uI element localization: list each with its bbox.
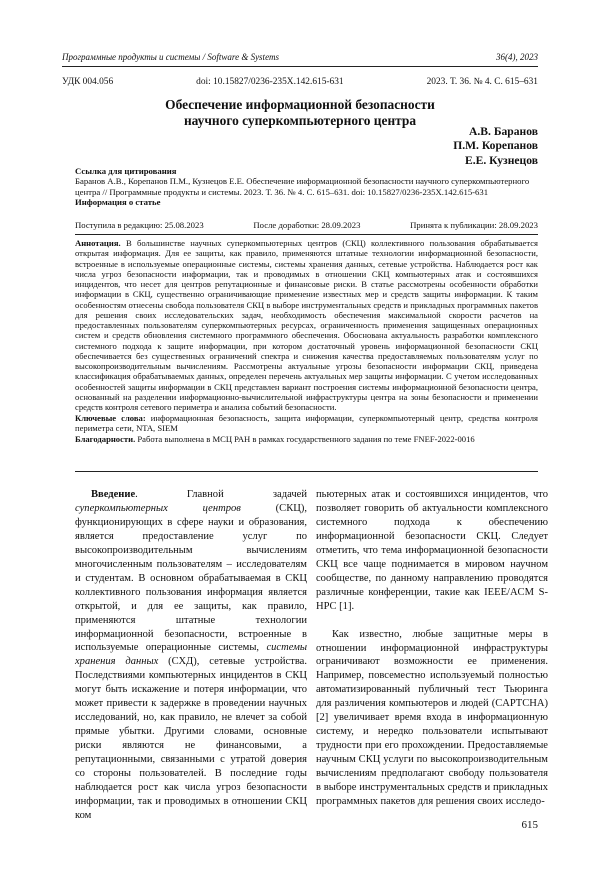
abstract-label: Аннотация. (75, 238, 121, 248)
identifier-line (62, 77, 538, 87)
citation-block (75, 166, 538, 208)
body-column-right (316, 488, 548, 809)
udc-code: УДК 004.056 (62, 77, 113, 87)
abstract-text: В большинстве научных суперкомпьютерных центров (СКЦ) коллективного пользования обрабатывается открытая информация. Для ее защиты, как правило, применяются штатные технологии информационной безопасности, встроенные в используемые операционные системы, системы хранения данных, сетевые устройства. Наблюдается рост как числа угроз безопасности информации, так и проводимых в отношении СКЦ компьютерных атак и состоявшихся инцидентов, что несет для центров репутационные и финансовые риски. В статье рассмотрены особенности обработки информации в СКЦ, существенно ограничивающие применение известных мер и средств защиты информации. К таким особенностям отнесены свобода пользователя СКЦ в выборе инструментальных средств и прикладных программных пакетов для решения своих исследовательских задач, необходимость обеспечения максимальной скорости расчетов на предоставленных пользователям суперкомпьютерных ресурсах, ограниченность применения защищенных операционных систем и средств обновления системного программного обеспечения. Обоснована актуальность разработки комплексного системного подхода к защите информации, при котором достаточный уровень информационной безопасности СКЦ обеспечивается без существенных ограничений спектра и снижения качества предоставляемых пользователям услуг по высокопроизводительным вычислениям. Рассмотрены актуальные угрозы безопасности информации СКЦ, приведена классификация обрабатываемых данных, определен перечень актуальных мер защиты информации. С учетом исследованных особенностей защиты информации в СКЦ представлен вариант построения системы информационной безопасности центра, основанный на разделении информационно-вычислительной инфраструктуры центра на зоны безопасности и применении средств контроля сетевого периметра и анализа событий безопасности. (75, 238, 538, 412)
body-column-left (75, 488, 307, 823)
introduction-label: Введение (91, 489, 135, 500)
article-dates (75, 220, 538, 230)
article-title (100, 97, 500, 129)
paragraph-continuation: пьютерных атак и состоявшихся инцидентов, что позволяет говорить об актуальности комплексного системного подхода к обеспечению информационной безопасности СКЦ. Следует отметить, что тема информационной безопасности СКЦ все чаще поднимается в мировом научном сообществе, по данному направлению проводятся различные конференции, такие как IEEE/ACM S-HPC [1]. (316, 488, 548, 614)
running-header (62, 52, 538, 62)
paragraph-text: . Главной задачей (135, 489, 307, 500)
abstract-bottom-rule (75, 471, 538, 472)
received-date: Поступила в редакцию: 25.08.2023 (75, 220, 204, 230)
journal-name: Программные продукты и системы / Software & Systems (62, 52, 279, 62)
accepted-date: Принята к публикации: 28.09.2023 (410, 220, 538, 230)
citation-text: Баранов А.В., Корепанов П.М., Кузнецов Е.Е. Обеспечение информационной безопасности научного суперкомпьютерного центра // Программные продукты и системы. 2023. Т. 36. № 4. С. 615–631. doi: 10.15827/0236-235X.142.615-631 (75, 176, 538, 197)
keywords-text: информационная безопасность, защита информации, суперкомпьютерный центр, средства контроля периметра сети, NTA, SIEM (75, 413, 538, 433)
abstract-block (75, 238, 538, 444)
header-rule (62, 66, 538, 67)
author-name: А.В. Баранов (453, 125, 538, 139)
acknowledgements-text: Работа выполнена в МСЦ РАН в рамках государственного задания по теме FNEF-2022-0016 (137, 434, 474, 444)
revised-date: После доработки: 28.09.2023 (253, 220, 360, 230)
author-name: П.М. Корепанов (453, 139, 538, 153)
citation-heading: Ссылка для цитирования (75, 166, 538, 176)
acknowledgements-label: Благодарности. (75, 434, 135, 444)
doi-link[interactable]: doi: 10.15827/0236-235X.142.615-631 (196, 77, 343, 87)
page-number: 615 (522, 819, 539, 831)
abstract-top-rule (75, 234, 538, 235)
emphasis-text: суперкомпьютерных центров (75, 503, 241, 514)
paragraph-text: (СХД), сетевые устройства. Последствиями компьютерных инцидентов в СКЦ могут быть искажение и потеря информации, что может привести к задержке в проведении научных исследований, но, как правило, не влечет за собой прямые убытки. Другими словами, основные риски являются не финансовыми, а репутационными, связанными с утратой доверия со стороны пользователей. В последние годы наблюдается рост как числа угроз безопасности информации, так и проводимых в отношении СКЦ ком (75, 656, 307, 820)
journal-issue: 36(4), 2023 (496, 52, 538, 62)
emphasis-text: системы хранения данных (75, 642, 307, 667)
author-list (453, 125, 538, 168)
author-name: Е.Е. Кузнецов (453, 154, 538, 168)
title-line-1: Обеспечение информационной безопасности (100, 97, 500, 113)
keywords-label: Ключевые слова: (75, 413, 146, 423)
paragraph-text: (СКЦ), функционирующих в сфере науки и образования, является предоставление услуг по высокопроизводительным вычислениям многочисленным пользователям – исследователям и студентам. В основном обрабатываемая в СКЦ коллективного пользования информация является открытой, и для ее защиты, как правило, применяются штатные технологии информационной безопасности, встроенные в используемые операционные системы, (75, 503, 307, 654)
title-line-2: научного суперкомпьютерного центра (100, 113, 500, 129)
volume-pages: 2023. Т. 36. № 4. С. 615–631 (427, 77, 538, 87)
paragraph: Как известно, любые защитные меры в отношении информационной инфраструктуры ограничивают возможности ее применения. Например, повсеместно используемый полностью автоматизированный публичный тест Тьюринга для различения компьютеров и людей (CAPTCHA) [2] увеличивает время входа в информационную систему, и нередко пользователи испытывают трудности при его прохождении. Предоставляемые научным СКЦ услуги по высокопроизводительным вычислениям предполагают свободу пользователя в выборе инструментальных средств и прикладных программных пакетов для решения своих исследо- (316, 628, 548, 809)
article-info-heading: Информация о статье (75, 197, 538, 207)
